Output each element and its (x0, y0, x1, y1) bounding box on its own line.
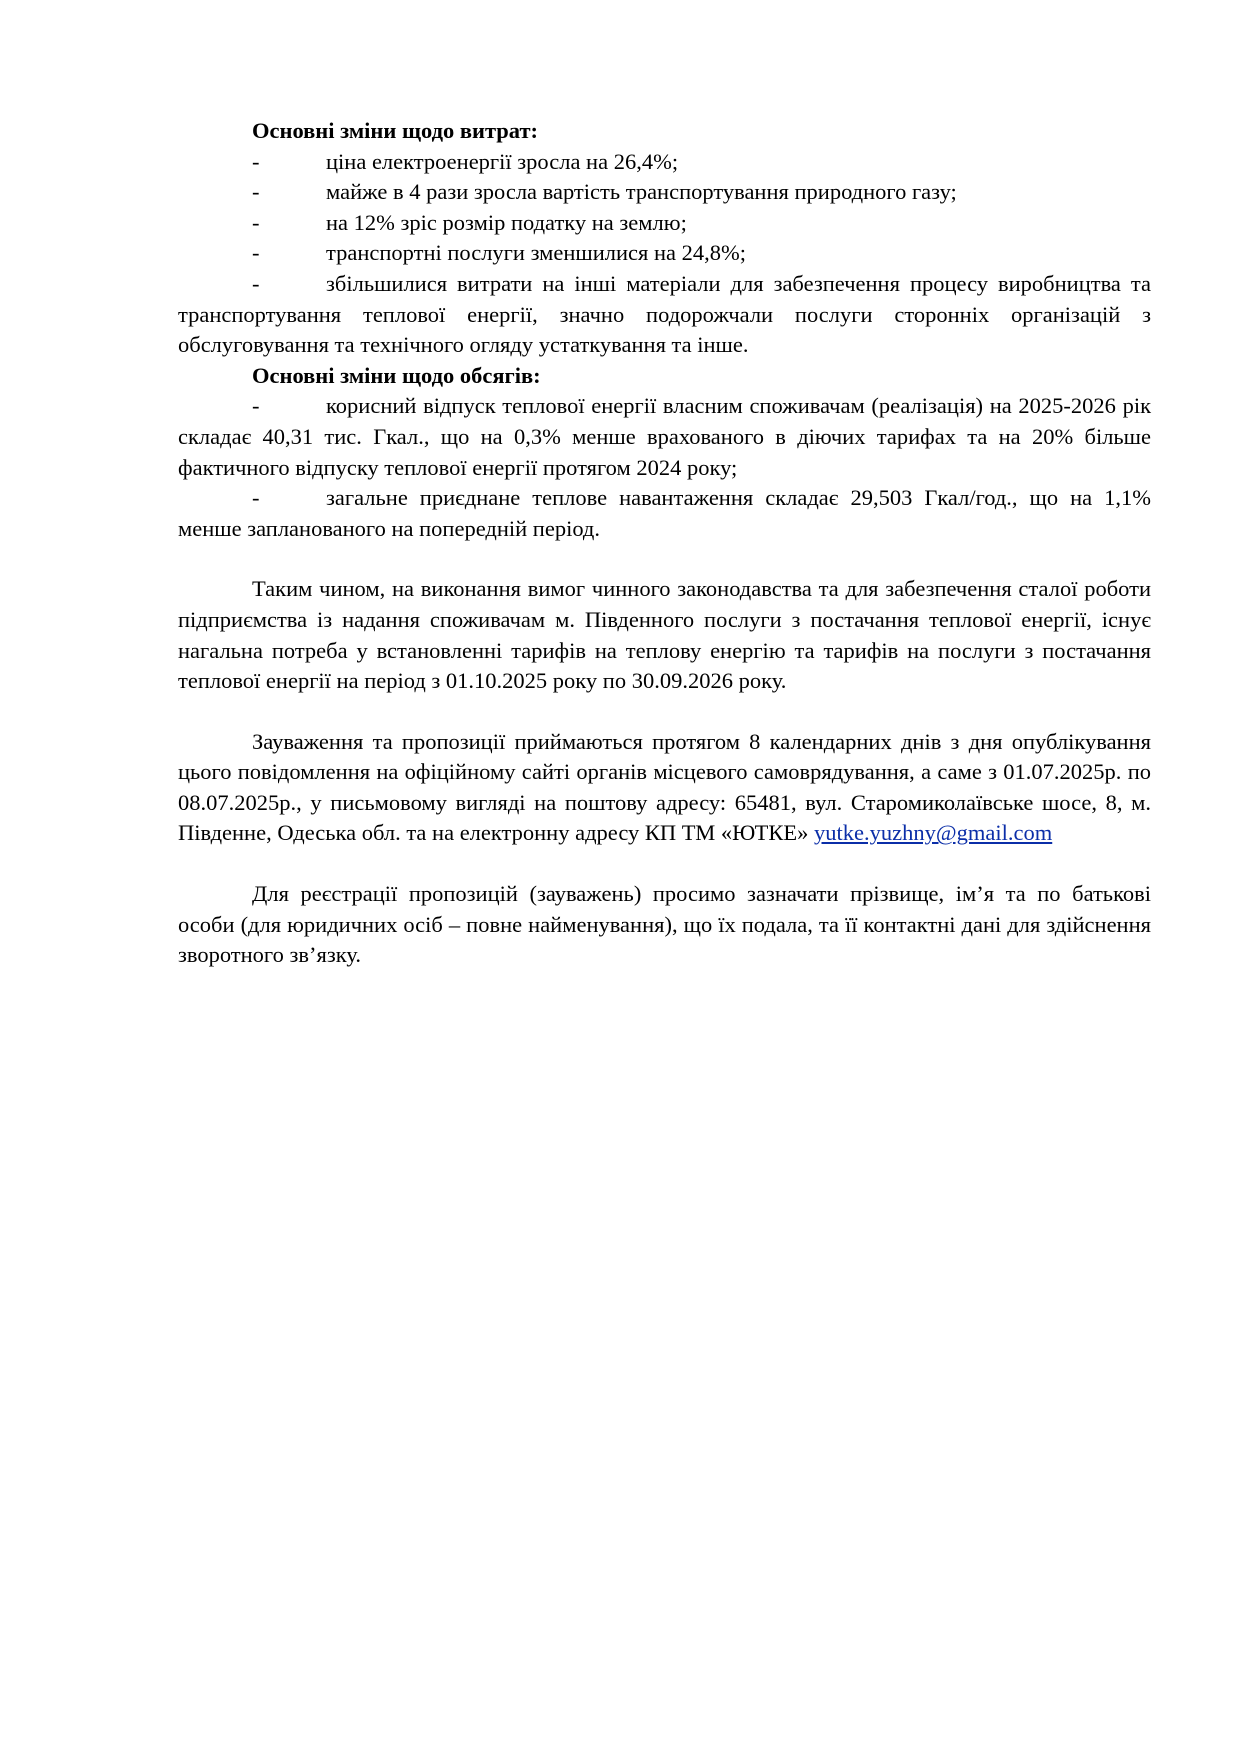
volumes-item-2 (178, 483, 1151, 544)
volumes-heading: Основні зміни щодо обсягів: (252, 362, 541, 388)
costs-item-5-text: збільшилися витрати на інші матеріали для забезпечення процесу виробництва та транспортування теплової енергії, значно подорожчали послуги сторонніх організацій з обслуговування та технічного огляду устаткування та інше. (178, 270, 1151, 358)
costs-item-2 (178, 177, 1151, 208)
registration-paragraph: Для реєстрації пропозицій (зауважень) просимо зазначати прізвище, ім’я та по батькові особи (для юридичних осіб – повне найменування), що їх подала, та її контактні дані для здійснення зворотного зв’язку. (178, 881, 1151, 968)
paragraph-spacer (178, 544, 1151, 574)
bullet-dash: - (252, 393, 260, 419)
costs-item-5 (178, 269, 1151, 361)
volumes-item-1 (178, 391, 1151, 483)
costs-item-1 (178, 147, 1151, 178)
costs-item-3-text: на 12% зріс розмір податку на землю; (326, 209, 687, 235)
bullet-dash: - (252, 209, 260, 235)
costs-item-4 (178, 238, 1151, 269)
comments-paragraph (178, 727, 1151, 849)
volumes-item-1-text: корисний відпуск теплової енергії власним споживачам (реалізація) на 2025-2026 рік складає 40,31 тис. Гкал., що на 0,3% менше врахованого в діючих тарифах та на 20% більше фактичного відпуску теплової енергії протягом 2024 року; (178, 393, 1151, 480)
paragraph-spacer (178, 697, 1151, 727)
bullet-dash: - (252, 240, 260, 266)
costs-item-2-text: майже в 4 рази зросла вартість транспортування природного газу; (326, 179, 957, 205)
email-link[interactable]: yutke.yuzhny@gmail.com (814, 820, 1053, 846)
comments-paragraph-text: Зауваження та пропозиції приймаються протягом 8 календарних днів з дня опублікування цього повідомлення на офіційному сайті органів місцевого самоврядування, а саме з 01.07.2025р. по 08.07.2025р., у письмовому вигляді на поштову адресу: 65481, вул. Старомиколаївське шосе, 8, м. Південне, Одеська обл. та на електронну адресу КП ТМ «ЮТКЕ» (178, 728, 1151, 846)
bullet-dash: - (252, 148, 260, 174)
paragraph-spacer (178, 849, 1151, 879)
costs-heading: Основні зміни щодо витрат: (252, 118, 539, 143)
document-page (178, 116, 1151, 971)
bullet-dash: - (252, 270, 260, 296)
conclusion-paragraph: Таким чином, на виконання вимог чинного законодавства та для забезпечення сталої роботи підприємства із надання споживачам м. Південного послуги з постачання теплової енергії, існує нагальна потреба у встановленні тарифів на теплову енергію та тарифів на послуги з постачання теплової енергії на період з 01.10.2025 року по 30.09.2026 року. (178, 576, 1151, 694)
costs-item-4-text: транспортні послуги зменшилися на 24,8%; (326, 240, 747, 266)
volumes-item-2-text: загальне приєднане теплове навантаження складає 29,503 Гкал/год., що на 1,1% менше запланованого на попередній період. (178, 485, 1151, 541)
bullet-dash: - (252, 179, 260, 205)
costs-item-1-text: ціна електроенергії зросла на 26,4%; (326, 148, 679, 174)
bullet-dash: - (252, 485, 260, 511)
costs-item-3 (178, 208, 1151, 239)
